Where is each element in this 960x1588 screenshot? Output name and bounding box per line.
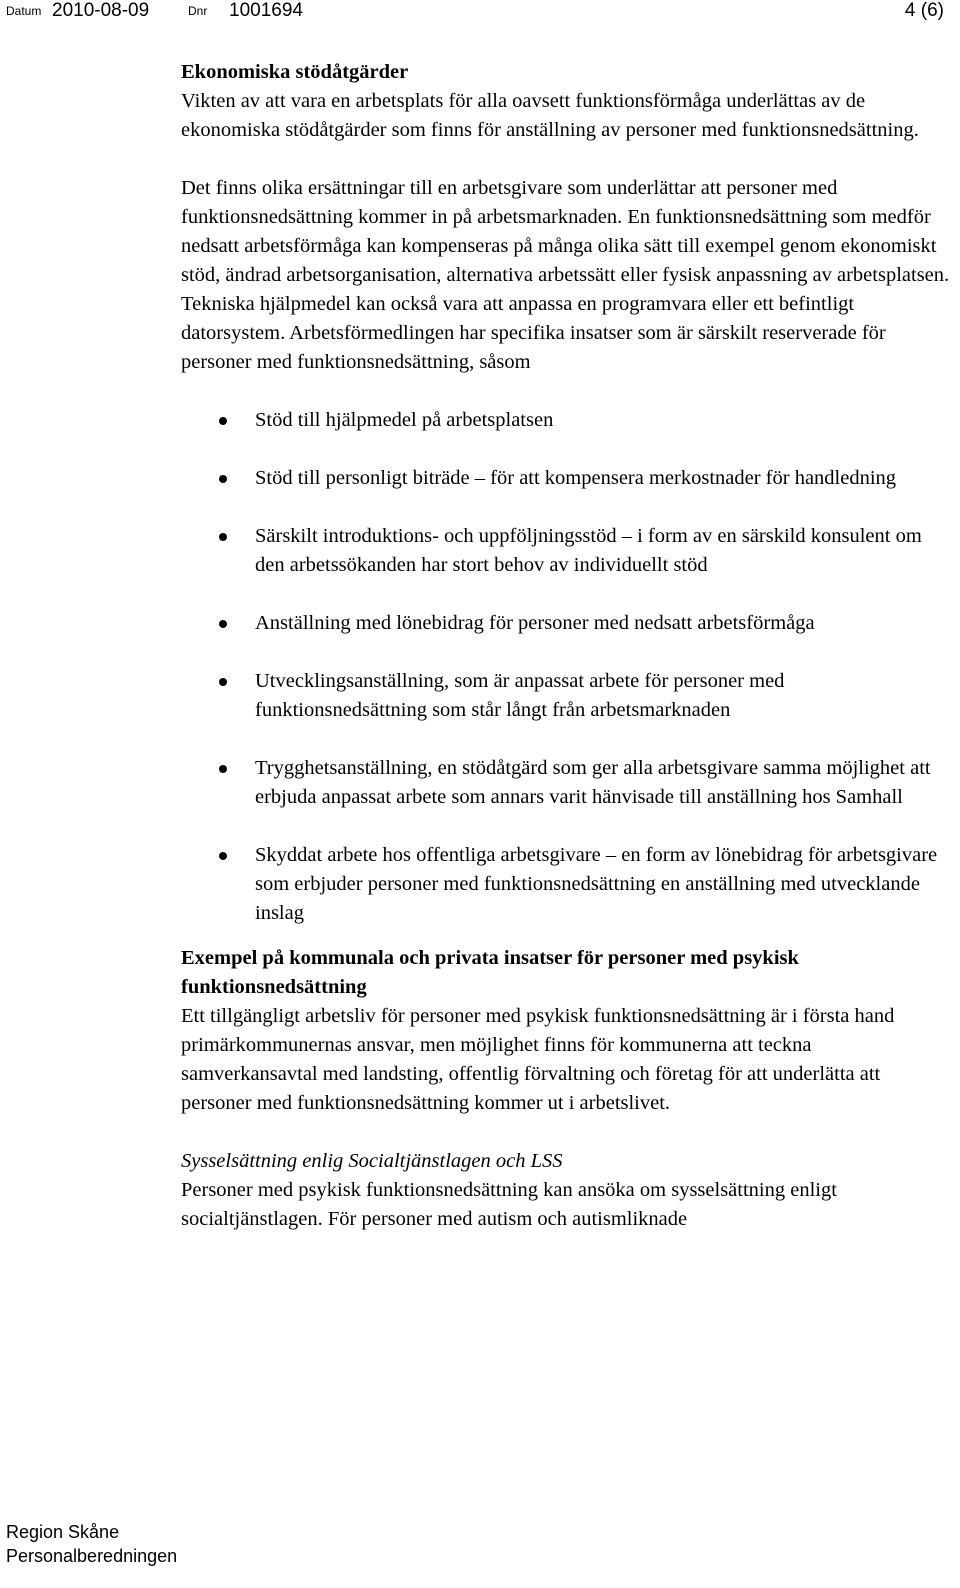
date-label: Datum	[6, 4, 42, 18]
municipal-paragraph: Ett tillgängligt arbetsliv för personer med psykisk funktionsnedsättning är i första hand primärkommunernas ansvar, men möjlighet finns för kommunerna att teckna samverkansavtal med landsting, offentlig förvaltning och företag för att underlätta att personer med funktionsnedsättning kommer ut i arbetslivet.	[181, 1005, 895, 1114]
employment-paragraph: Personer med psykisk funktionsnedsättning kan ansöka om sysselsättning enligt socialtjänstlagen. För personer med autism och autismliknade	[181, 1179, 837, 1230]
bullet-icon	[219, 533, 227, 541]
bullet-icon	[219, 475, 227, 483]
section-heading-municipal-initiatives: Exempel på kommunala och privata insatser för personer med psykisk funktionsnedsättning	[181, 947, 799, 998]
document-body	[181, 58, 951, 1234]
list-item: Skyddat arbete hos offentliga arbetsgivare – en form av lönebidrag för arbetsgivare som erbjuder personer med funktionsnedsättning en anställning med utvecklande inslag	[181, 841, 951, 928]
bullet-icon	[219, 765, 227, 773]
bullet-icon	[219, 417, 227, 425]
section-intro-paragraph: Vikten av att vara en arbetsplats för alla oavsett funktionsförmåga underlättas av de ekonomiska stödåtgärder som finns för anställning av personer med funktionsnedsättning.	[181, 90, 919, 141]
list-item: Utvecklingsanställning, som är anpassat arbete för personer med funktionsnedsättning som står långt från arbetsmarknaden	[181, 667, 951, 725]
department-name: Personalberedningen	[6, 1546, 178, 1566]
bullet-icon	[219, 852, 227, 860]
compensation-paragraph: Det finns olika ersättningar till en arbetsgivare som underlättar att personer med funktionsnedsättning kommer in på arbetsmarknaden. En funktionsnedsättning som medför nedsatt arbetsförmåga kan kompenseras på många olika sätt till exempel genom ekonomiskt stöd, ändrad arbetsorganisation, alternativa arbetssätt eller fysisk anpassning av arbetsplatsen. Tekniska hjälpmedel kan också vara att anpassa en programvara eller ett befintligt datorsystem. Arbetsförmedlingen har specifika insatser som är särskilt reserverade för personer med funktionsnedsättning, såsom	[181, 177, 950, 373]
list-item: Särskilt introduktions- och uppföljningsstöd – i form av en särskild konsulent om den arbetssökanden har stort behov av individuellt stöd	[181, 522, 951, 580]
page-footer	[6, 1520, 177, 1568]
document-date: 2010-08-09	[52, 0, 150, 21]
subsection-heading-employment-sol-lss: Sysselsättning enlig Socialtjänstlagen och LSS	[181, 1150, 563, 1172]
list-item: Stöd till personligt biträde – för att kompensera merkostnader för handledning	[181, 464, 951, 493]
support-measures-list	[181, 406, 951, 928]
dnr-label: Dnr	[188, 4, 208, 18]
list-item: Trygghetsanställning, en stödåtgärd som ger alla arbetsgivare samma möjlighet att erbjuda anpassat arbete som annars varit hänvisade till anställning hos Samhall	[181, 754, 951, 812]
document-number: 1001694	[229, 0, 303, 21]
page-header	[6, 0, 954, 24]
section-heading-economic-support: Ekonomiska stödåtgärder	[181, 61, 409, 83]
list-item: Anställning med lönebidrag för personer med nedsatt arbetsförmåga	[181, 609, 951, 638]
list-item: Stöd till hjälpmedel på arbetsplatsen	[181, 406, 951, 435]
organization-name: Region Skåne	[6, 1522, 120, 1542]
bullet-icon	[219, 620, 227, 628]
page-number: 4 (6)	[904, 0, 944, 21]
bullet-icon	[219, 678, 227, 686]
